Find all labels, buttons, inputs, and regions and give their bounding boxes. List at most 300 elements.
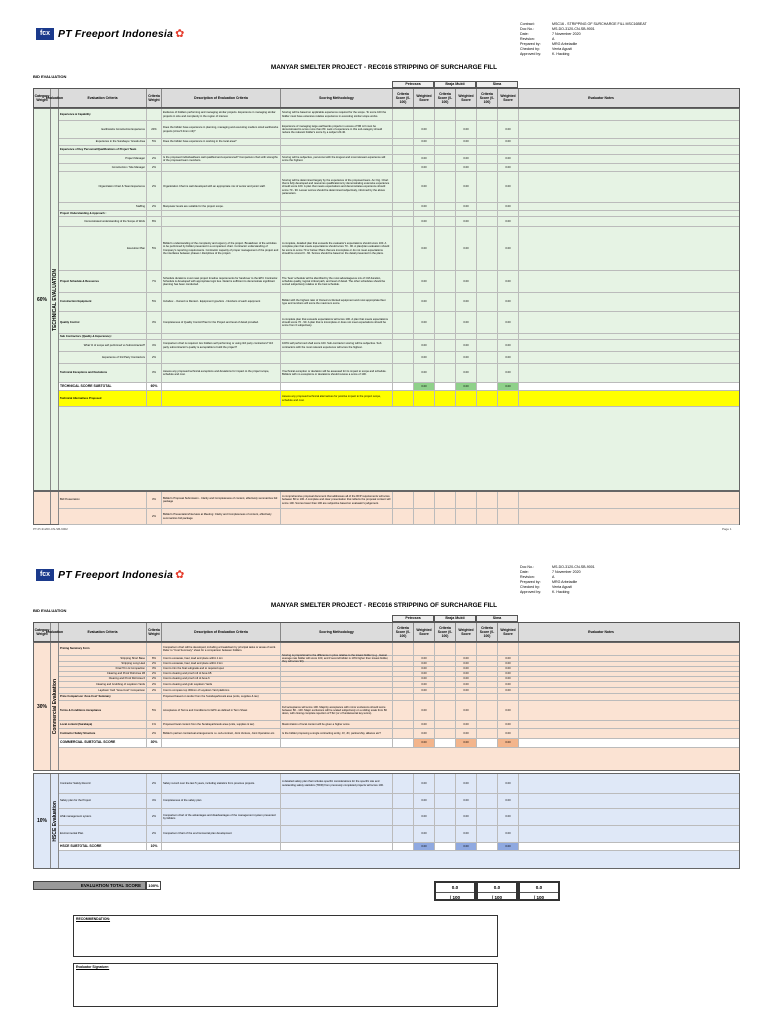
criteria-score-input[interactable] [435, 662, 456, 666]
criteria-score-input[interactable] [393, 672, 414, 676]
criteria-score-input[interactable] [393, 340, 414, 351]
weighted-score-cell: 0.00 [456, 164, 477, 171]
criteria-score-input[interactable] [435, 688, 456, 693]
evaluator-notes-input[interactable] [519, 211, 683, 216]
subtotal-weighted-score: 0.00 [498, 739, 519, 747]
evaluator-notes-input[interactable] [519, 217, 683, 226]
evaluator-notes-input[interactable] [519, 312, 683, 333]
evaluator-notes-input[interactable] [519, 146, 683, 154]
scoring-cell [281, 662, 393, 666]
criteria-score-input[interactable] [435, 164, 456, 171]
weighted-score-cell: 0.00 [498, 667, 519, 671]
criteria-cell: Terms & Conditions Acceptance [59, 701, 147, 720]
scoring-cell: Scoring is proportional to the difference in price relative to the lowest bidder (e.g., lowest average rate bidder will score 100, and if second bidder is 10% higher then lowest bidder, they will score 90). [281, 656, 393, 661]
criteria-score-input[interactable] [435, 794, 456, 808]
scoring-cell: Full acceptance will score 100. Majority acceptance with minor exclusions should score between 80 - 100. Major exclusions will be scaled subjectively on a sliding scale from 80 down, with closing complete rejection of T&C (or of fundamental key terms). [281, 701, 393, 720]
weighted-score-cell: 0.00 [498, 364, 519, 382]
criteria-score-input[interactable] [393, 334, 414, 339]
criteria-score-input[interactable] [477, 340, 498, 351]
criteria-score-input[interactable] [435, 809, 456, 825]
weighted-score-cell: 0.00 [456, 701, 477, 720]
criteria-score-input[interactable] [477, 155, 498, 163]
criteria-score-input[interactable] [477, 672, 498, 676]
criteria-score-input[interactable] [477, 694, 498, 700]
criteria-score-input[interactable] [393, 364, 414, 382]
scoring-cell [281, 682, 393, 687]
evaluator-notes-input[interactable] [519, 672, 683, 676]
weighted-score-cell [498, 211, 519, 216]
weighted-score-cell: 0.00 [498, 662, 519, 666]
criteria-score-input[interactable] [393, 203, 414, 210]
evaluator-notes-input[interactable] [519, 364, 683, 382]
fcx-logo-icon: fcx [36, 569, 54, 581]
criteria-score-input[interactable] [435, 312, 456, 333]
scoring-cell [281, 146, 393, 154]
criteria-score-input[interactable] [393, 293, 414, 311]
criteria-score-input[interactable] [477, 826, 498, 842]
recommendation-box[interactable] [73, 915, 498, 957]
subtotal-criteria-blank [393, 383, 414, 390]
table-row [59, 312, 739, 334]
technical-category-weight: 60% [34, 109, 51, 490]
weighted-score-cell: 0.00 [414, 217, 435, 226]
evaluator-notes-input[interactable] [519, 826, 683, 842]
weighted-score-cell: 0.00 [456, 662, 477, 666]
weighted-score-cell: 0.00 [456, 667, 477, 671]
criteria-score-input[interactable] [435, 774, 456, 793]
criteria-score-input[interactable] [435, 701, 456, 720]
criteria-score-input[interactable] [393, 794, 414, 808]
weighted-score-cell: 0.00 [456, 340, 477, 351]
weight-cell [147, 334, 162, 339]
criteria-score-input[interactable] [435, 340, 456, 351]
weighted-score-cell: 0.00 [414, 826, 435, 842]
bid-presentation-rows [59, 492, 739, 525]
evaluator-notes-input[interactable] [519, 121, 683, 138]
criteria-score-input[interactable] [477, 643, 498, 655]
criteria-score-input[interactable] [393, 109, 414, 120]
scoring-cell: Scoring will be determined largely by the experience of the proposed team. An Org. Chart that is fully developed and resources qualifications by demonstrating extensive experience should score 100. A plan that meets expectations and demonstrates experience should score 70 - 90. Lesser scores should be determined subjectively, informed by the above parameters. [281, 172, 393, 202]
weighted-score-cell: 0.00 [498, 172, 519, 202]
criteria-score-input[interactable] [477, 172, 498, 202]
criteria-score-input[interactable] [393, 509, 414, 524]
criteria-score-input[interactable] [435, 293, 456, 311]
table-row [59, 492, 739, 509]
weighted-score-cell: 0.00 [456, 203, 477, 210]
criteria-score-input[interactable] [393, 729, 414, 738]
criteria-score-input[interactable] [477, 352, 498, 363]
criteria-score-input[interactable] [435, 155, 456, 163]
description-cell: Does the bidder have experience in planning, managing and executing medium sized earthworks projects (circa 5.0mm m3)? [162, 121, 281, 138]
criteria-score-input[interactable] [477, 682, 498, 687]
technical-evaluation-label-cell [51, 109, 59, 490]
criteria-score-input[interactable] [393, 211, 414, 216]
criteria-score-input[interactable] [477, 227, 498, 270]
evaluator-notes-input[interactable] [519, 774, 683, 793]
criteria-score-input[interactable] [477, 109, 498, 120]
weighted-score-cell: 0.00 [498, 227, 519, 270]
weighted-score-cell [414, 211, 435, 216]
subtotal-blank [281, 383, 393, 390]
table-row [59, 643, 739, 656]
weight-cell: 2% [147, 352, 162, 363]
criteria-score-input[interactable] [477, 164, 498, 171]
description-cell: Cost to compare top 300mm of Laydown Yard platforms [162, 688, 281, 693]
criteria-score-input[interactable] [435, 109, 456, 120]
subtotal-blank [281, 843, 393, 850]
evaluator-signature-box[interactable] [73, 963, 498, 1007]
header-category-weight: Category Weight [34, 89, 51, 107]
criteria-score-input[interactable] [435, 217, 456, 226]
criteria-score-input[interactable] [477, 662, 498, 666]
weight-cell: 7% [147, 271, 162, 292]
subtotal-weighted-score: 0.00 [498, 843, 519, 850]
footer-reference: PT-PI-31200-CN-SB-9002 [33, 527, 68, 531]
evaluator-notes-input[interactable] [519, 164, 683, 171]
criteria-score-input[interactable] [435, 509, 456, 524]
criteria-score-input[interactable] [393, 352, 414, 363]
weighted-score-cell: 0.00 [414, 340, 435, 351]
weighted-score-cell: 0.00 [414, 364, 435, 382]
criteria-score-input[interactable] [477, 721, 498, 728]
weighted-score-cell: 0.00 [498, 271, 519, 292]
criteria-score-input[interactable] [477, 729, 498, 738]
evaluator-notes-input[interactable] [519, 677, 683, 681]
table-row [59, 694, 739, 701]
evaluator-notes-input[interactable] [519, 271, 683, 292]
header-criteria-weight: Criteria Weight [147, 623, 162, 641]
docinfo-key: Date: [520, 32, 529, 36]
criteria-score-input[interactable] [393, 492, 414, 508]
weighted-score-cell [498, 643, 519, 655]
technical-alternatives-row [59, 391, 739, 407]
criteria-score-input[interactable] [393, 121, 414, 138]
docinfo-key: Checked by: [520, 585, 540, 589]
criteria-score-input[interactable] [393, 217, 414, 226]
weighted-score-cell: 0.00 [498, 340, 519, 351]
description-cell: Cost to trim the final subgrade and to required spec [162, 667, 281, 671]
weighted-score-cell: 0.00 [456, 271, 477, 292]
table-row [59, 826, 739, 843]
subtotal-weighted-score: 0.00 [414, 739, 435, 747]
criteria-score-input[interactable] [393, 312, 414, 333]
weighted-score-cell [414, 509, 435, 524]
criteria-score-input[interactable] [477, 688, 498, 693]
weight-cell: 8% [147, 217, 162, 226]
criteria-score-input[interactable] [435, 492, 456, 508]
weighted-score-cell: 0.00 [456, 794, 477, 808]
scoring-cell: Scoring will be subjective, personnel with the longest and most relevant experience will score the highest. [281, 155, 393, 163]
evaluator-notes-input[interactable] [519, 352, 683, 363]
weighted-score-cell: 0.00 [498, 682, 519, 687]
criteria-score-input[interactable] [435, 227, 456, 270]
criteria-score-input[interactable] [435, 121, 456, 138]
weighted-score-cell: 0.00 [414, 203, 435, 210]
criteria-score-input[interactable] [435, 271, 456, 292]
criteria-score-input[interactable] [477, 701, 498, 720]
description-cell: Includes: - Owned vs Rented - Equipment type/size - Numbers of each equipment [162, 293, 281, 311]
docinfo-value: K. Hacking [552, 590, 570, 594]
criteria-score-input[interactable] [435, 672, 456, 676]
criteria-score-input[interactable] [435, 826, 456, 842]
description-cell: Organization Chart is well developed with an appropriate mix of senior and junior staff. [162, 172, 281, 202]
alternatives-score-input[interactable] [477, 391, 498, 406]
criteria-score-input[interactable] [393, 643, 414, 655]
evaluator-notes-input[interactable] [519, 794, 683, 808]
description-cell [162, 164, 281, 171]
header-criteria-score-braja: Criteria Score (0-100) [435, 623, 456, 641]
criteria-score-input[interactable] [435, 667, 456, 671]
docinfo-value: A [552, 575, 555, 579]
weight-cell: 5% [147, 293, 162, 311]
criteria-score-input[interactable] [435, 334, 456, 339]
criteria-score-input[interactable] [477, 774, 498, 793]
description-cell: Comparison Chart of the environmental plan development [162, 826, 281, 842]
criteria-score-input[interactable] [393, 721, 414, 728]
evaluator-notes-input[interactable] [519, 109, 683, 120]
criteria-score-input[interactable] [393, 688, 414, 693]
evaluator-notes-input[interactable] [519, 509, 683, 524]
scoring-cell [281, 509, 393, 524]
weight-cell: 3% [147, 364, 162, 382]
description-cell [162, 334, 281, 339]
evaluator-notes-input[interactable] [519, 203, 683, 210]
header-criteria: Evaluation Criteria [59, 89, 147, 107]
weight-cell: 2% [147, 809, 162, 825]
scoring-cell: A detailed safety plan that includes specific considerations for the specific site and outstanding safety statistics (TRIR) from previously completed projects will score 100. [281, 774, 393, 793]
criteria-score-input[interactable] [477, 667, 498, 671]
criteria-score-input[interactable] [435, 203, 456, 210]
docinfo-value: Venta Agusti [552, 585, 572, 589]
criteria-score-input[interactable] [477, 656, 498, 661]
header-weighted-sima: Weighted Score [498, 89, 519, 107]
criteria-score-input[interactable] [393, 809, 414, 825]
criteria-score-input[interactable] [393, 667, 414, 671]
description-cell: Does the bidder have experience in working in the local area? [162, 139, 281, 145]
scoring-cell: If technical exception or deviation will be assessed for its impact to scope and schedule. Bidders with no exceptions or deviations should receive a score of 100. [281, 364, 393, 382]
evaluator-notes-input[interactable] [519, 492, 683, 508]
weighted-score-cell: 0.00 [414, 271, 435, 292]
criteria-score-input[interactable] [435, 682, 456, 687]
criteria-score-input[interactable] [477, 146, 498, 154]
alternatives-score-input[interactable] [435, 391, 456, 406]
criteria-score-input[interactable] [477, 139, 498, 145]
weighted-score-cell: 0.00 [498, 721, 519, 728]
criteria-score-input[interactable] [477, 293, 498, 311]
criteria-score-input[interactable] [477, 809, 498, 825]
criteria-score-input[interactable] [435, 352, 456, 363]
description-cell: Is the proposed individual/team well qualified and experienced? Comparison chart with strengths of the proposed team members. [162, 155, 281, 163]
weighted-score-cell [498, 694, 519, 700]
weighted-score-cell [456, 211, 477, 216]
criteria-score-input[interactable] [477, 217, 498, 226]
weighted-score-cell: 0.00 [456, 672, 477, 676]
evaluator-notes-input[interactable] [519, 139, 683, 145]
criteria-cell: Stripping Long Haul [59, 662, 147, 666]
criteria-score-input[interactable] [477, 121, 498, 138]
weighted-score-cell: 0.00 [414, 164, 435, 171]
criteria-score-input[interactable] [477, 271, 498, 292]
evaluator-notes-input[interactable] [519, 667, 683, 671]
weight-cell: 2% [147, 203, 162, 210]
criteria-score-input[interactable] [393, 677, 414, 681]
criteria-score-input[interactable] [393, 271, 414, 292]
weighted-score-cell: 0.00 [414, 682, 435, 687]
bid-evaluation-label: BID EVALUATION [33, 74, 67, 79]
weighted-score-cell: 0.00 [414, 721, 435, 728]
scoring-cell [281, 211, 393, 216]
commercial-category-weight: 30% [34, 643, 51, 770]
alternatives-score-input[interactable] [456, 391, 477, 406]
criteria-score-input[interactable] [435, 139, 456, 145]
total-score-out-of: / 100 [533, 895, 545, 900]
description-cell: Safety record over the last 5 years, including statistics from previous projects. [162, 774, 281, 793]
criteria-score-input[interactable] [393, 662, 414, 666]
total-score-sima [518, 881, 560, 901]
criteria-score-input[interactable] [393, 682, 414, 687]
scoring-cell: Experience of managing large earthworks projects in excess of 5M m3 must be demonstrated to score more than 80. Lack of experience in this sub-category should reduce the relevant bidder's score by a subject 20-40. [281, 121, 393, 138]
alternatives-score-input[interactable] [498, 391, 519, 406]
header-criteria-score-braja: Criteria Score (0-100) [435, 89, 456, 107]
scoring-cell [281, 164, 393, 171]
docinfo-key: Approved by: [520, 52, 542, 56]
evaluator-notes-input[interactable] [519, 694, 683, 700]
commercial-rows [59, 643, 739, 748]
table-row [59, 721, 739, 729]
criteria-score-input[interactable] [393, 155, 414, 163]
evaluator-notes-input[interactable] [519, 293, 683, 311]
criteria-score-input[interactable] [435, 694, 456, 700]
weighted-score-cell: 0.00 [414, 121, 435, 138]
hsce-category-weight: 10% [34, 774, 51, 868]
scoring-cell [281, 688, 393, 693]
table-row [59, 774, 739, 794]
evaluator-notes-input[interactable] [519, 701, 683, 720]
criteria-score-input[interactable] [477, 509, 498, 524]
weight-cell: 1% [147, 721, 162, 728]
criteria-score-input[interactable] [477, 677, 498, 681]
alternatives-weight [147, 391, 162, 406]
docinfo-value: 7 November 2020 [552, 32, 581, 36]
weighted-score-cell [414, 694, 435, 700]
header-scoring: Scoring Methodology [281, 623, 393, 641]
evaluator-notes-input[interactable] [519, 391, 683, 406]
evaluator-notes-input[interactable] [519, 340, 683, 351]
criteria-score-input[interactable] [435, 364, 456, 382]
criteria-score-input[interactable] [435, 146, 456, 154]
vendor-header-petrosea: Petrosea [392, 615, 434, 622]
criteria-cell: Pricing Summary Form [59, 643, 147, 655]
criteria-score-input[interactable] [477, 492, 498, 508]
vendor-header-braja-mukti: Braja Mukti [434, 615, 476, 622]
alternatives-score-input[interactable] [393, 391, 414, 406]
evaluator-notes-input[interactable] [519, 334, 683, 339]
criteria-score-input[interactable] [393, 656, 414, 661]
evaluator-notes-input[interactable] [519, 729, 683, 738]
criteria-score-input[interactable] [435, 172, 456, 202]
header-weighted-sima: Weighted Score [498, 623, 519, 641]
alternatives-score-input[interactable] [414, 391, 435, 406]
subtotal-weighted-score: 0.00 [456, 739, 477, 747]
criteria-score-input[interactable] [393, 172, 414, 202]
criteria-cell: Price Comparison 'Area Cost' Summary [59, 694, 147, 700]
criteria-score-input[interactable] [435, 211, 456, 216]
criteria-cell [59, 509, 147, 524]
criteria-score-input[interactable] [477, 312, 498, 333]
evaluator-notes-input[interactable] [519, 809, 683, 825]
evaluator-notes-input[interactable] [519, 662, 683, 666]
criteria-score-input[interactable] [435, 643, 456, 655]
criteria-cell: Experience in the Surabaya / Gresik Area [59, 139, 147, 145]
hsce-rows [59, 774, 739, 851]
evaluator-notes-input[interactable] [519, 682, 683, 687]
footer-page-number: Page 1 [722, 527, 732, 531]
criteria-score-input[interactable] [477, 211, 498, 216]
company-logo-2 [36, 568, 184, 581]
criteria-score-input[interactable] [393, 139, 414, 145]
table-row [59, 109, 739, 121]
evaluator-notes-input[interactable] [519, 172, 683, 202]
criteria-score-input[interactable] [477, 364, 498, 382]
company-logo [36, 27, 184, 40]
evaluator-notes-input[interactable] [519, 721, 683, 728]
evaluator-notes-input[interactable] [519, 227, 683, 270]
criteria-score-input[interactable] [477, 794, 498, 808]
weighted-score-cell: 0.00 [414, 172, 435, 202]
criteria-score-input[interactable] [393, 826, 414, 842]
evaluator-signature-label: Evaluator Signature: [76, 965, 110, 969]
criteria-score-input[interactable] [393, 774, 414, 793]
weighted-score-cell [414, 334, 435, 339]
scoring-cell: A complete plan that exceeds expectations will score 100. A plan that meets expectations should score 70 - 90. A plan that is incomplete or does not meet expectations should be score from 0 subjectively. [281, 312, 393, 333]
docinfo-value: MS-DO-3120-CN-SB-9001 [552, 27, 595, 31]
criteria-score-input[interactable] [435, 677, 456, 681]
total-score-out-of: / 100 [491, 895, 503, 900]
criteria-score-input[interactable] [477, 203, 498, 210]
criteria-score-input[interactable] [393, 164, 414, 171]
weighted-score-cell: 0.00 [456, 774, 477, 793]
docinfo-key: Approved by: [520, 590, 542, 594]
criteria-cell: Contractor Safety Structure [59, 729, 147, 738]
weighted-score-cell: 0.00 [456, 293, 477, 311]
weighted-score-cell: 0.00 [498, 121, 519, 138]
criteria-score-input[interactable] [435, 721, 456, 728]
criteria-cell: Construction Equipment [59, 293, 147, 311]
criteria-score-input[interactable] [393, 701, 414, 720]
evaluation-total-pct: 100% [146, 881, 161, 890]
evaluator-notes-input[interactable] [519, 643, 683, 655]
criteria-score-input[interactable] [435, 729, 456, 738]
scoring-cell [281, 826, 393, 842]
weighted-score-cell [414, 146, 435, 154]
weighted-score-cell: 0.00 [498, 203, 519, 210]
alternatives-criteria: Technical Alternatives Proposed [59, 391, 147, 406]
evaluator-notes-input[interactable] [519, 656, 683, 661]
evaluator-notes-input[interactable] [519, 688, 683, 693]
table-row [59, 146, 739, 155]
criteria-score-input[interactable] [435, 656, 456, 661]
criteria-score-input[interactable] [393, 146, 414, 154]
subtotal-row [59, 383, 739, 391]
weighted-score-cell: 0.00 [456, 352, 477, 363]
weighted-score-cell: 0.00 [498, 677, 519, 681]
criteria-score-input[interactable] [393, 227, 414, 270]
criteria-score-input[interactable] [477, 334, 498, 339]
criteria-score-input[interactable] [393, 694, 414, 700]
weighted-score-cell [498, 334, 519, 339]
evaluator-notes-input[interactable] [519, 155, 683, 163]
header-criteria-score-sima: Criteria Score (0-100) [477, 89, 498, 107]
